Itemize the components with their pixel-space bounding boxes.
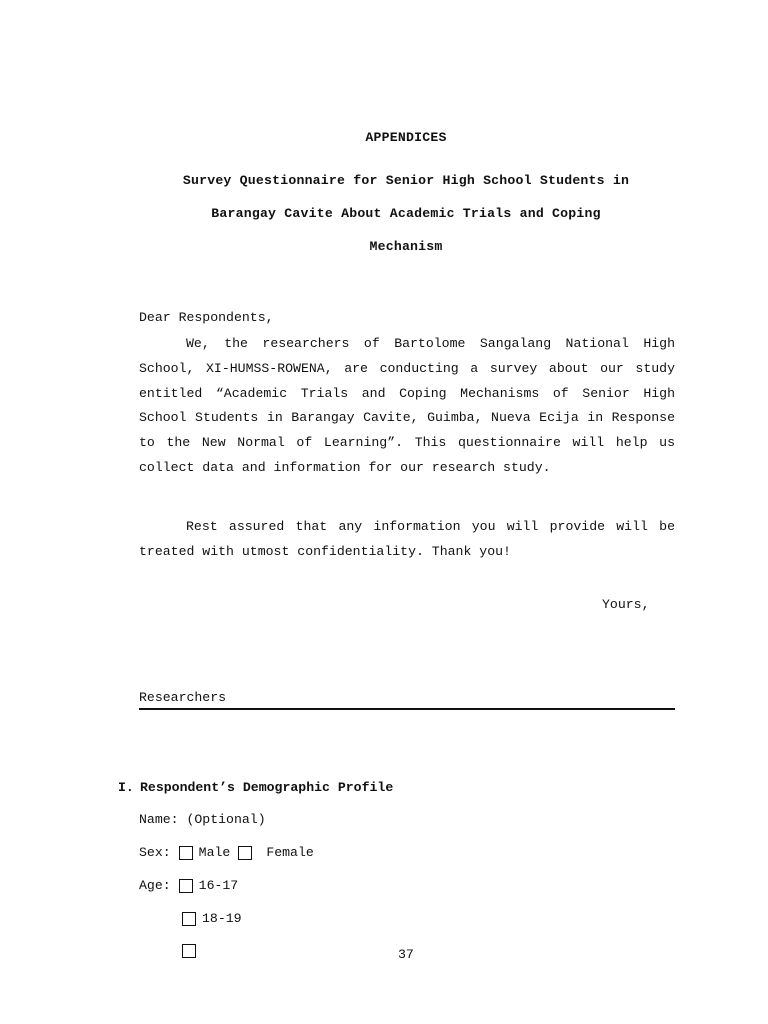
age-field	[139, 878, 238, 893]
appendices-heading: APPENDICES	[365, 130, 447, 145]
section-title: Respondent’s Demographic Profile	[140, 780, 394, 795]
sex-field	[139, 845, 314, 860]
confidentiality-paragraph: Rest assured that any information you will provide will be treated with utmost confidentiality. Thank you!	[139, 519, 675, 559]
checkbox-age-16-17[interactable]	[179, 879, 193, 893]
option-age-18-19-label: 18-19	[202, 911, 242, 926]
checkbox-age-other[interactable]	[182, 944, 196, 958]
option-male-label: Male	[198, 845, 231, 860]
option-female-label: Female	[266, 845, 314, 860]
name-field	[139, 812, 266, 827]
checkbox-male[interactable]	[179, 846, 193, 860]
survey-title-line-1: Survey Questionnaire for Senior High School Students in	[182, 173, 630, 188]
name-label: Name: (Optional)	[139, 812, 266, 827]
signature-label: Researchers	[139, 690, 227, 705]
closing-text: Yours,	[602, 597, 650, 612]
section-heading	[118, 780, 393, 795]
signature-line	[139, 708, 675, 710]
survey-title-line-3: Mechanism	[369, 239, 443, 254]
page-number: 37	[398, 947, 414, 962]
option-age-16-17-label: 16-17	[198, 878, 239, 893]
intro-paragraph: We, the researchers of Bartolome Sangalang National High School, XI-HUMSS-ROWENA, are conducting a survey about our study entitled “Academic Trials and Coping Mechanisms of Senior High School Students in Barangay Cavite, Guimba, Nueva Ecija in Response to the New Normal of Learning”. This questionnaire will help us collect data and information for our research study.	[139, 336, 675, 475]
age-label: Age:	[139, 878, 171, 893]
section-number: I.	[118, 780, 134, 795]
survey-title-line-2: Barangay Cavite About Academic Trials and Coping	[211, 206, 601, 221]
sex-label: Sex:	[139, 845, 171, 860]
checkbox-age-18-19[interactable]	[182, 912, 196, 926]
checkbox-female[interactable]	[238, 846, 252, 860]
greeting: Dear Respondents,	[139, 310, 274, 325]
age-option-row-2	[182, 911, 242, 926]
age-option-row-3	[182, 944, 202, 958]
